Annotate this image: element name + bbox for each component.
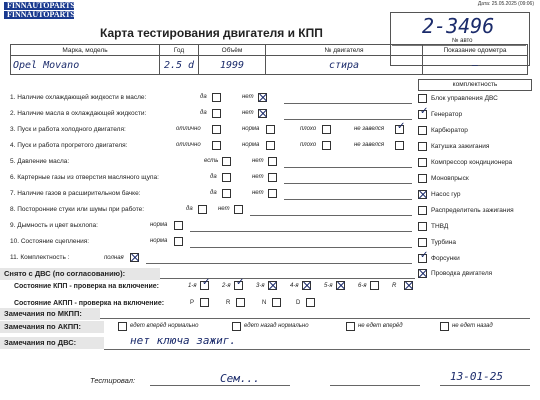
complect-checkbox-9[interactable]	[418, 238, 427, 247]
checkbox-3-otlichno[interactable]	[212, 125, 221, 134]
complect-label: ТНВД	[431, 223, 449, 230]
akpp-back-ok-checkbox[interactable]	[232, 322, 241, 331]
auto-number-handwritten: 2-3496	[422, 14, 495, 38]
opt-norma: норма	[242, 142, 260, 148]
checkbox-11-polnaya[interactable]	[130, 253, 139, 262]
complect-label: Блок управления ДВС	[431, 95, 498, 102]
gear-label: 1-я	[188, 283, 197, 289]
opt-net: нет	[242, 110, 254, 116]
gear-3-checkbox[interactable]	[268, 281, 277, 290]
value-year: 2.5 d	[160, 56, 199, 75]
opt-da: да	[210, 190, 217, 196]
gear-label: 6-я	[358, 283, 367, 289]
opt-est: есть	[204, 158, 219, 164]
akpp-option-label: не едет вперёд	[358, 323, 403, 329]
mode-label: R	[226, 300, 231, 306]
col-header-volume: Объём	[199, 45, 266, 56]
complect-header: комплектность	[418, 79, 532, 91]
opt-otlichno: отлично	[176, 142, 201, 148]
complect-label: Компрессор кондиционера	[431, 159, 513, 166]
checkbox-5-net[interactable]	[268, 157, 277, 166]
remarks-dvs-label: Замечания по ДВС:	[0, 337, 104, 349]
gear-r-checkbox[interactable]	[404, 281, 413, 290]
remarks-dvs-handwritten: нет ключа зажиг.	[130, 334, 236, 347]
check-row-10: 10. Состояние сцепления:	[10, 238, 90, 245]
opt-da: да	[200, 110, 207, 116]
complect-label: Карбюратор	[431, 127, 468, 134]
page-title: Карта тестирования двигателя и КПП	[100, 26, 323, 40]
checkbox-3-ploho[interactable]	[322, 125, 331, 134]
complect-label: Проводка двигателя	[431, 270, 493, 277]
gear-2-checkbox[interactable]	[234, 281, 243, 290]
gear-label: 2-я	[222, 283, 231, 289]
line	[190, 247, 412, 248]
value-odometer: —	[423, 56, 528, 75]
gear-label: 4-я	[290, 283, 299, 289]
complect-label: Моновпрыск	[431, 175, 469, 182]
complect-checkbox-2[interactable]	[418, 126, 427, 135]
line	[150, 385, 290, 386]
akpp-no-back-checkbox[interactable]	[440, 322, 449, 331]
gear-label: R	[392, 283, 397, 289]
complect-checkbox-10[interactable]	[418, 254, 427, 263]
akpp-option-label: едет назад нормально	[244, 323, 309, 329]
checkbox-5-est[interactable]	[222, 157, 231, 166]
akpp-option-label: не едет назад	[452, 323, 493, 329]
kpp-label: Состояние КПП - проверка на включение:	[14, 283, 159, 290]
opt-da: да	[210, 174, 217, 180]
remarks-mkpp-label: Замечания по МКПП:	[0, 308, 100, 320]
complect-label: Распределитель зажигания	[431, 207, 514, 214]
col-header-engine-no: № двигателя	[266, 45, 423, 56]
opt-net: нет	[252, 174, 264, 180]
complect-checkbox-4[interactable]	[418, 158, 427, 167]
akpp-forward-ok-checkbox[interactable]	[118, 322, 127, 331]
akpp-no-forward-checkbox[interactable]	[346, 322, 355, 331]
line	[160, 278, 415, 279]
gear-6-checkbox[interactable]	[370, 281, 379, 290]
line	[190, 231, 412, 232]
opt-ne-zavelsya: не завелся	[354, 142, 385, 148]
mode-n-checkbox[interactable]	[272, 298, 281, 307]
tested-signature: Сем...	[220, 372, 260, 385]
checkbox-8-net[interactable]	[234, 205, 243, 214]
check-row-7: 7. Наличие газов в расширительном бачке:	[10, 190, 141, 197]
complect-label: Турбина	[431, 239, 456, 246]
line	[284, 119, 412, 120]
line	[284, 183, 412, 184]
opt-da: да	[200, 94, 207, 100]
opt-norma: норма	[150, 238, 168, 244]
opt-net: нет	[252, 190, 264, 196]
checkbox-4-ploho[interactable]	[322, 141, 331, 150]
gear-label: 5-я	[324, 283, 333, 289]
complect-label: Насос гур	[431, 191, 461, 198]
opt-ploho: плохо	[300, 142, 317, 148]
complect-checkbox-11[interactable]	[418, 269, 427, 278]
check-row-8: 8. Посторонние стуки или шумы при работе:	[10, 206, 145, 213]
checkbox-6-net[interactable]	[268, 173, 277, 182]
checkbox-1-da[interactable]	[212, 93, 221, 102]
complect-checkbox-8[interactable]	[418, 222, 427, 231]
gear-1-checkbox[interactable]	[200, 281, 209, 290]
opt-net: нет	[252, 158, 264, 164]
opt-net: нет	[218, 206, 230, 212]
checkbox-4-norma[interactable]	[266, 141, 275, 150]
check-row-9: 9. Дымность и цвет выхлопа:	[10, 222, 98, 229]
checkbox-9-norma[interactable]	[174, 221, 183, 230]
checkbox-3-ne-zavelsya[interactable]	[395, 125, 404, 134]
line	[440, 385, 530, 386]
mode-label: P	[190, 300, 195, 306]
remarks-akpp-label: Замечания по АКПП:	[0, 321, 104, 333]
opt-ploho: плохо	[300, 126, 317, 132]
line	[284, 103, 412, 104]
complect-checkbox-7[interactable]	[418, 206, 427, 215]
line	[330, 385, 420, 386]
company-logo: FINNAUTOPARTS FINNAUTOPARTS	[4, 2, 74, 20]
check-row-5: 5. Давление масла:	[10, 158, 70, 165]
mode-p-checkbox[interactable]	[200, 298, 209, 307]
opt-da: да	[186, 206, 193, 212]
col-header-odometer: Показание одометра	[423, 45, 528, 56]
akpp-label: Состояние АКПП - проверка на включение:	[14, 300, 165, 307]
value-make: Opel Movano	[11, 56, 160, 75]
checkbox-3-norma[interactable]	[266, 125, 275, 134]
akpp-option-label: едет вперёд нормально	[130, 323, 199, 329]
complect-label: Генератор	[431, 111, 463, 118]
opt-ne-zavelsya: не завелся	[354, 126, 385, 132]
col-header-make: Марка, модель	[11, 45, 160, 56]
mode-label: D	[296, 300, 301, 306]
opt-norma: норма	[150, 222, 168, 228]
check-row-1: 1. Наличие охлаждающей жидкости в масле:	[10, 94, 147, 101]
checkbox-4-ne-zavelsya[interactable]	[395, 141, 404, 150]
complect-checkbox-0[interactable]	[418, 94, 427, 103]
check-row-6: 6. Картерные газы из отверстия масляного щупа:	[10, 174, 159, 181]
mode-label: N	[262, 300, 267, 306]
checkbox-7-net[interactable]	[268, 189, 277, 198]
gear-label: 3-я	[256, 283, 265, 289]
tested-label: Тестировал:	[90, 376, 136, 385]
opt-net: нет	[242, 94, 254, 100]
mode-r-checkbox[interactable]	[236, 298, 245, 307]
complect-checkbox-3[interactable]	[418, 142, 427, 151]
checkbox-1-net[interactable]	[258, 93, 267, 102]
checkbox-4-otlichno[interactable]	[212, 141, 221, 150]
line	[100, 318, 530, 319]
complect-checkbox-1[interactable]	[418, 110, 427, 119]
line	[284, 199, 412, 200]
mode-d-checkbox[interactable]	[306, 298, 315, 307]
check-row-3: 3. Пуск и работа холодного двигателя:	[10, 126, 126, 133]
check-row-2: 2. Наличие масла в охлаждающей жидкости:	[10, 110, 147, 117]
auto-number-label: № авто	[452, 38, 473, 44]
checkbox-8-da[interactable]	[198, 205, 207, 214]
print-date: Дата: 25.05.2025 (09:06)	[477, 1, 534, 7]
check-row-11: 11. Комплектность :	[10, 254, 70, 261]
opt-norma: норма	[242, 126, 260, 132]
vehicle-info-table	[10, 44, 528, 75]
line	[104, 349, 530, 350]
gear-4-checkbox[interactable]	[302, 281, 311, 290]
line	[284, 167, 412, 168]
line	[250, 215, 412, 216]
complect-checkbox-5[interactable]	[418, 174, 427, 183]
checkbox-10-norma[interactable]	[174, 237, 183, 246]
value-volume: 1999	[199, 56, 266, 75]
removed-label: Снято с ДВС (по согласованию):	[0, 268, 160, 280]
value-engine-no: стира	[266, 56, 423, 75]
complect-label: Форсунки	[431, 255, 460, 262]
complect-label: Катушка зажигания	[431, 143, 490, 150]
checkbox-2-da[interactable]	[212, 109, 221, 118]
tested-date: 13-01-25	[450, 370, 503, 383]
opt-otlichno: отлично	[176, 126, 201, 132]
check-row-4: 4. Пуск и работа прогретого двигателя:	[10, 142, 128, 149]
checkbox-2-net[interactable]	[258, 109, 267, 118]
opt-polnaya: полная	[104, 255, 124, 261]
line	[146, 263, 412, 264]
col-header-year: Год	[160, 45, 199, 56]
complect-checkbox-6[interactable]	[418, 190, 427, 199]
gear-5-checkbox[interactable]	[336, 281, 345, 290]
checkbox-7-da[interactable]	[222, 189, 231, 198]
checkbox-6-da[interactable]	[222, 173, 231, 182]
